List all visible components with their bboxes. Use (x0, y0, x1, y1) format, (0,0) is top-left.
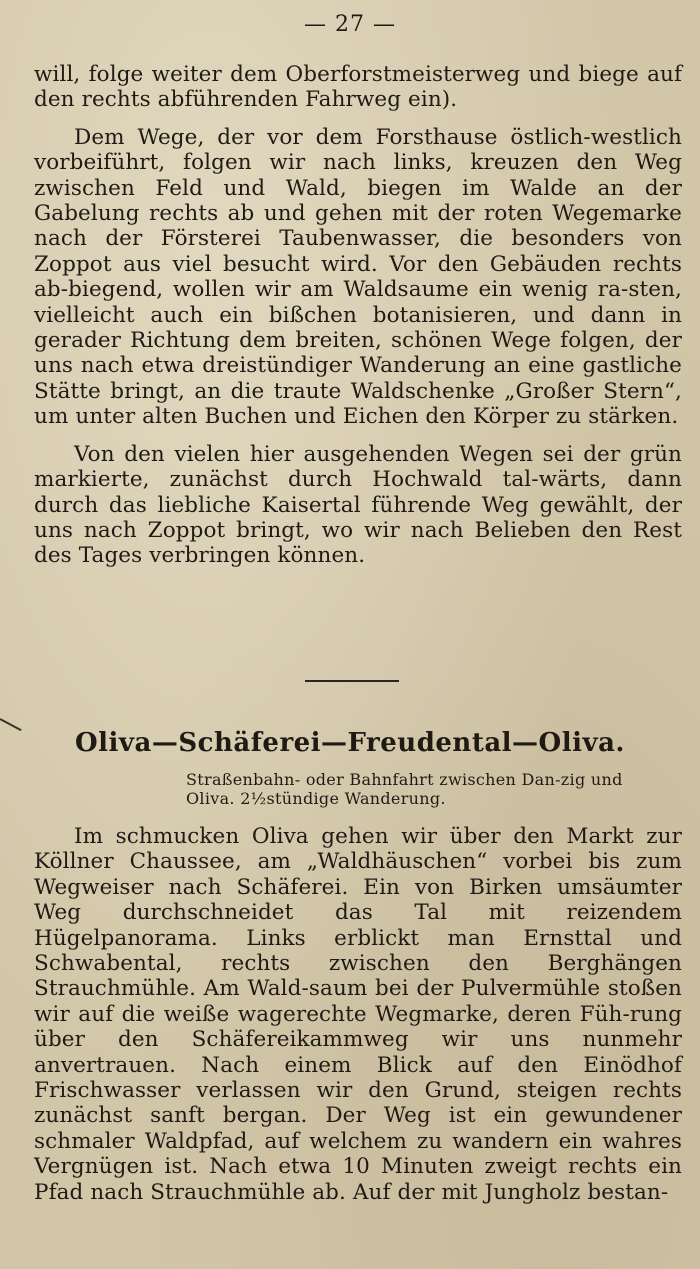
paragraph-continuation: will, folge weiter dem Oberforstmeisterweg und biege auf den rechts abführenden Fahrweg ein). (34, 62, 682, 113)
page-number: — 27 — (304, 12, 396, 37)
paragraph-oliva: Im schmucken Oliva gehen wir über den Markt zur Köllner Chaussee, am „Waldhäuschen“ vorbei bis zum Wegweiser nach Schäferei. Ein von Birken umsäumter Weg durchschneidet das Tal mit reizendem Hügelpanorama. Links erblickt man Ernsttal und Schwabental, rechts zwischen den Berghängen Strauchmühle. Am Wald-saum bei der Pulvermühle stoßen wir auf die weiße wagerechte Wegmarke, deren Füh-rung über den Schäfereikammweg wir uns nunmehr anvertrauen. Nach einem Blick auf den Einödhof Frischwasser verlassen wir den Grund, steigen rechts zunächst sanft bergan. Der Weg ist ein gewundener schmaler Waldpfad, auf welchem zu wandern ein wahres Vergnügen ist. Nach etwa 10 Minuten zweigt rechts ein Pfad nach Strauchmühle ab. Auf der mit Jungholz bestan- (34, 824, 682, 1205)
paragraph-forsthaus: Dem Wege, der vor dem Forsthause östlich-westlich vorbeiführt, folgen wir nach links, kreuzen den Weg zwischen Feld und Wald, biegen im Walde an der Gabelung rechts ab und gehen mit der roten Wegemarke nach der Försterei Taubenwasser, die besonders von Zoppot aus viel besucht wird. Vor den Gebäuden rechts ab-biegend, wollen wir am Waldsaume ein wenig ra-sten, vielleicht auch ein bißchen botanisieren, und dann in gerader Richtung dem breiten, schönen Wege folgen, der uns nach etwa dreistündiger Wanderung an eine gastliche Stätte bringt, an die traute Waldschenke „Großer Stern“, um unter alten Buchen und Eichen den Körper zu stärken. (34, 124, 682, 430)
section-divider (305, 680, 399, 682)
bottom-text-block (34, 824, 682, 1205)
section-note: Straßenbahn- oder Bahnfahrt zwischen Dan-zig und Oliva. 2½stündige Wanderung. (186, 770, 623, 808)
top-text-block (34, 62, 682, 569)
section-title: Oliva—Schäferei—Freudental—Oliva. (75, 728, 625, 758)
paragraph-gap (34, 430, 682, 442)
paragraph-gap (34, 113, 682, 125)
paragraph-wege: Von den vielen hier ausgehenden Wegen sei der grün markierte, zunächst durch Hochwald tal-wärts, dann durch das liebliche Kaisertal führende Weg gewählt, der uns nach Zoppot bringt, wo wir nach Belieben den Rest des Tages verbringen können. (34, 441, 682, 569)
